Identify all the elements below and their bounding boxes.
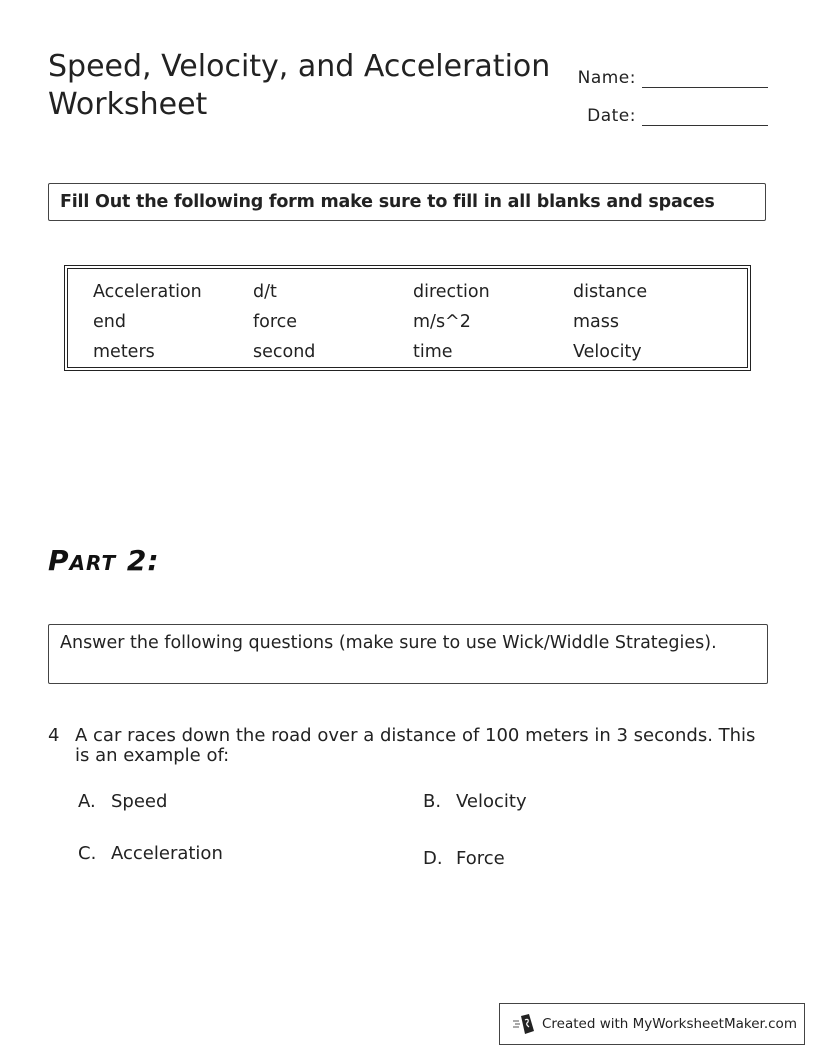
word-bank-item: Acceleration xyxy=(93,282,202,302)
word-bank-item: Velocity xyxy=(573,342,642,362)
choice-text: Acceleration xyxy=(111,843,223,864)
word-bank-item: mass xyxy=(573,312,620,332)
date-label: Date: xyxy=(587,106,636,126)
choice-letter: B. xyxy=(423,791,442,812)
date-row xyxy=(578,88,768,126)
choice-text: Force xyxy=(456,848,505,869)
word-bank-item: end xyxy=(93,312,126,332)
word-bank-item: second xyxy=(253,342,316,362)
page-title: Speed, Velocity, and Acceleration Worksheet xyxy=(48,49,551,122)
question-number: 4 xyxy=(48,725,60,746)
name-row xyxy=(578,50,768,88)
footer-credit[interactable] xyxy=(499,1003,805,1045)
student-info xyxy=(578,50,768,126)
choice-letter: D. xyxy=(423,848,443,869)
footer-text: Created with MyWorksheetMaker.com xyxy=(542,1016,797,1032)
name-field[interactable] xyxy=(642,63,768,88)
part2-heading: Part 2: xyxy=(48,544,160,577)
question-text: A car races down the road over a distance of 100 meters in 3 seconds. This is an example of: xyxy=(75,725,756,766)
choice-d[interactable] xyxy=(423,848,505,870)
part2-instructions: Answer the following questions (make sure to use Wick/Widdle Strategies). xyxy=(48,624,768,684)
word-bank xyxy=(64,265,751,371)
worksheet-maker-logo-icon xyxy=(512,1013,536,1035)
part1-instructions: Fill Out the following form make sure to fill in all blanks and spaces xyxy=(48,183,766,221)
word-bank-item: direction xyxy=(413,282,490,302)
choice-text: Velocity xyxy=(456,791,527,812)
choice-b[interactable] xyxy=(423,791,527,813)
word-bank-item: force xyxy=(253,312,298,332)
date-field[interactable] xyxy=(642,101,768,126)
choice-text: Speed xyxy=(111,791,168,812)
word-bank-item: time xyxy=(413,342,453,362)
choice-c[interactable] xyxy=(78,843,223,865)
choice-letter: A. xyxy=(78,791,96,812)
choice-a[interactable] xyxy=(78,791,167,813)
word-bank-item: distance xyxy=(573,282,648,302)
word-bank-item: d/t xyxy=(253,282,277,302)
choice-letter: C. xyxy=(78,843,97,864)
word-bank-item: meters xyxy=(93,342,155,362)
word-bank-item: m/s^2 xyxy=(413,312,471,332)
name-label: Name: xyxy=(577,68,636,88)
